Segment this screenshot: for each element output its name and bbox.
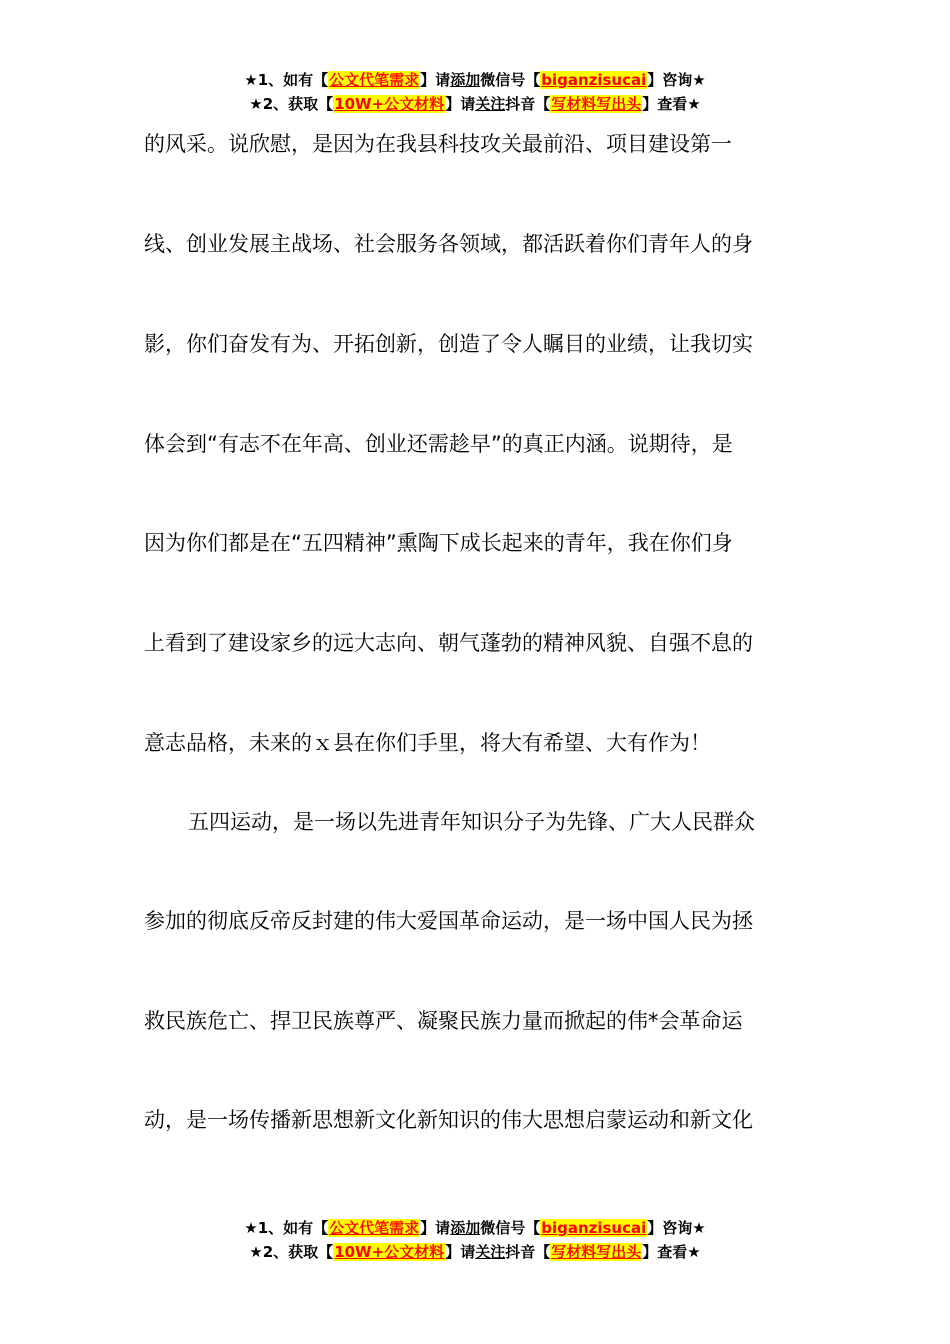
header-line2-underline-follow: 关注	[475, 95, 506, 113]
header-banner-line-1	[0, 68, 950, 92]
header-banner	[0, 68, 950, 116]
header-banner-line-2	[0, 92, 950, 116]
footer-line1-highlight-wechat-id: biganzisucai	[541, 1219, 647, 1237]
header-line1-prefix: ★1、如有【	[244, 71, 329, 89]
header-line2-highlight-douyin-account: 写材料写出头	[551, 95, 642, 113]
footer-banner-line-2	[0, 1240, 950, 1264]
paragraph-line: 意志品格，未来的ｘ县在你们手里，将大有希望、大有作为！	[144, 731, 711, 755]
footer-line1-underline-add: 添加	[450, 1219, 481, 1237]
header-line2-prefix: ★2、获取【	[249, 95, 334, 113]
header-line2-highlight-materials: 10W+公文材料	[334, 95, 445, 113]
footer-line2-highlight-materials: 10W+公文材料	[334, 1243, 445, 1261]
header-line1-middle1: 】请	[420, 71, 451, 89]
footer-line1-prefix: ★1、如有【	[244, 1219, 329, 1237]
header-line2-suffix: 】查看★	[642, 95, 701, 113]
paragraph-line: 五四运动，是一场以先进青年知识分子为先锋、广大人民群众	[188, 810, 755, 834]
paragraph-line: 体会到“有志不在年高、创业还需趁早”的真正内涵。说期待，是	[144, 432, 733, 456]
footer-line2-prefix: ★2、获取【	[249, 1243, 334, 1261]
footer-line1-suffix: 】咨询★	[647, 1219, 706, 1237]
footer-line1-middle1: 】请	[420, 1219, 451, 1237]
header-line1-highlight-service: 公文代笔需求	[329, 71, 420, 89]
footer-line2-suffix: 】查看★	[642, 1243, 701, 1261]
footer-line2-underline-follow: 关注	[475, 1243, 506, 1261]
paragraph-line: 上看到了建设家乡的远大志向、朝气蓬勃的精神风貌、自强不息的	[144, 631, 753, 655]
header-line2-middle2: 抖音【	[505, 95, 551, 113]
paragraph-line: 参加的彻底反帝反封建的伟大爱国革命运动，是一场中国人民为拯	[144, 909, 753, 933]
paragraph-line: 动，是一场传播新思想新文化新知识的伟大思想启蒙运动和新文化	[144, 1108, 753, 1132]
header-line1-underline-add: 添加	[450, 71, 481, 89]
header-line1-suffix: 】咨询★	[647, 71, 706, 89]
footer-banner	[0, 1216, 950, 1264]
header-line1-highlight-wechat-id: biganzisucai	[541, 71, 647, 89]
footer-line2-highlight-douyin-account: 写材料写出头	[551, 1243, 642, 1261]
paragraph-line: 因为你们都是在“五四精神”熏陶下成长起来的青年，我在你们身	[144, 531, 733, 555]
footer-line1-highlight-service: 公文代笔需求	[329, 1219, 420, 1237]
paragraph-line: 的风采。说欣慰，是因为在我县科技攻关最前沿、项目建设第一	[144, 132, 732, 156]
header-line2-middle1: 】请	[445, 95, 476, 113]
footer-line2-middle1: 】请	[445, 1243, 476, 1261]
paragraph-line: 线、创业发展主战场、社会服务各领域，都活跃着你们青年人的身	[144, 232, 753, 256]
header-line1-middle2: 微信号【	[480, 71, 541, 89]
footer-banner-line-1	[0, 1216, 950, 1240]
footer-line2-middle2: 抖音【	[505, 1243, 551, 1261]
paragraph-line: 救民族危亡、捍卫民族尊严、凝聚民族力量而掀起的伟*会革命运	[144, 1009, 743, 1033]
paragraph-line: 影，你们奋发有为、开拓创新，创造了令人瞩目的业绩，让我切实	[144, 332, 753, 356]
footer-line1-middle2: 微信号【	[480, 1219, 541, 1237]
